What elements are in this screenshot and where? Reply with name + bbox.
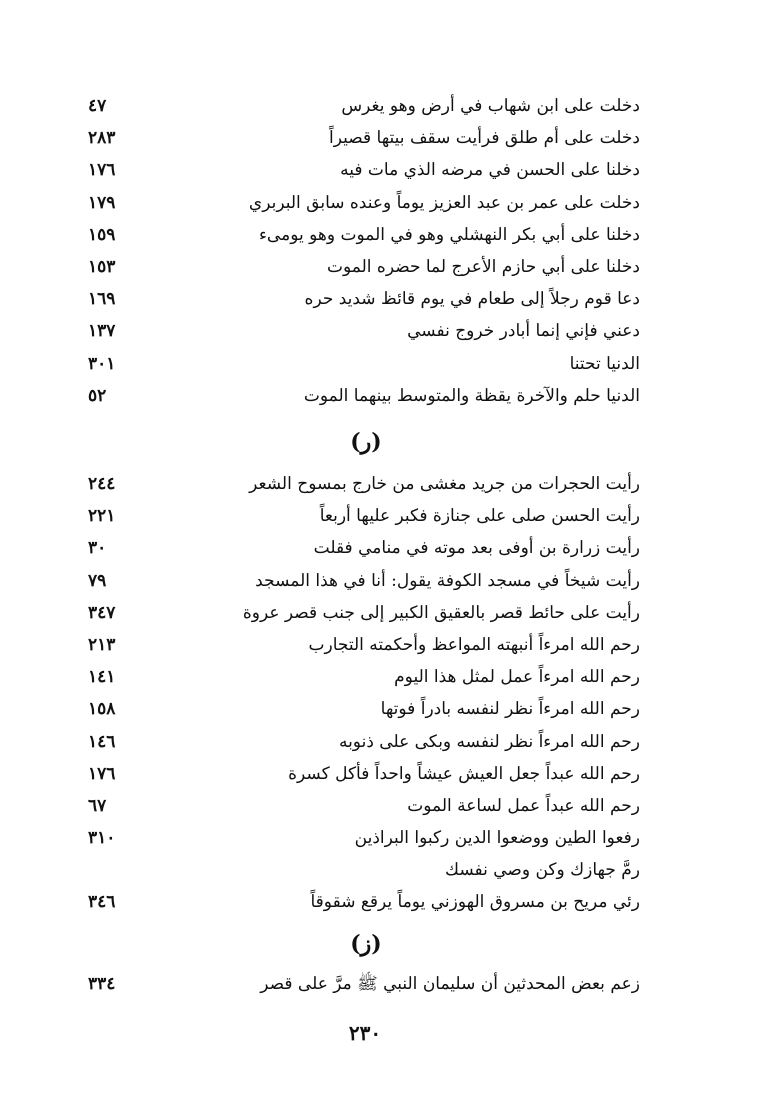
index-entry: [88, 468, 640, 500]
entry-text: دخلت على ابن شهاب في أرض وهو يغرس: [341, 96, 640, 116]
entry-text: الدنيا تحتنا: [569, 353, 640, 374]
index-entry: [88, 822, 640, 854]
entry-text: رحم الله عبداً جعل العيش عيشاً واحداً فأكل كسرة: [288, 763, 640, 784]
entry-text: دعا قوم رجلاً إلى طعام في يوم قائظ شديد حره: [304, 289, 640, 310]
index-entry: [88, 154, 640, 186]
entry-page: ١٣٧: [88, 321, 116, 342]
entry-text: رأيت على حائط قصر بالعقيق الكبير إلى جنب قصر عروة: [242, 602, 640, 623]
index-entry: [88, 500, 640, 532]
entry-text: رأيت الحجرات من جريد مغشى من خارج بمسوح الشعر: [249, 474, 640, 494]
section-dal-entries: [88, 90, 640, 412]
entry-page: ١٧٩: [88, 192, 116, 213]
entry-page: ٣٤٦: [88, 892, 116, 913]
index-entry: [88, 758, 640, 790]
entry-text: دخلنا على أبي بكر النهشلي وهو في الموت وهو يومىء: [258, 224, 640, 245]
entry-text: الدنيا حلم والآخرة يقظة والمتوسط بينهما الموت: [303, 385, 640, 406]
entry-text: رمَّ جهازك وكن وصي نفسك: [445, 860, 640, 881]
entry-text: رحم الله عبداً عمل لساعة الموت: [407, 795, 640, 816]
entry-page: ١٤١: [88, 667, 116, 688]
index-entry: [88, 380, 640, 412]
index-entry: [88, 629, 640, 661]
entry-page: ١٧٦: [88, 763, 116, 784]
entry-text: رأيت الحسن صلى على جنازة فكبر عليها أربعاً: [319, 506, 640, 527]
entry-page: ٣٣٤: [88, 974, 116, 994]
entry-text: دخلنا على أبي حازم الأعرج لما حضره الموت: [327, 256, 640, 277]
section-heading-zay: (ز): [350, 931, 382, 957]
entry-page: ٢١٣: [88, 634, 116, 655]
entry-page: ٣٠١: [88, 353, 116, 374]
entry-text: رأيت زرارة بن أوفى بعد موته في منامي فقلت: [313, 538, 640, 559]
page-number: ٢٣٠: [348, 1021, 382, 1045]
entry-text: رحم الله امرءاً نظر لنفسه وبكى على ذنوبه: [338, 731, 640, 752]
entry-text: زعم بعض المحدثين أن سليمان النبي ﷺ مرَّ على قصر: [260, 974, 640, 994]
index-entry: [88, 90, 640, 122]
entry-page: ٢٨٣: [88, 128, 116, 149]
entry-text: دخلت على عمر بن عبد العزيز يوماً وعنده سابق البربري: [248, 192, 640, 213]
index-entry: [88, 726, 640, 758]
index-entry: [88, 348, 640, 380]
entry-page: ٤٧: [88, 96, 107, 116]
entry-page: ٧٩: [88, 570, 107, 591]
entry-text: دعني فإني إنما أبادر خروج نفسي: [407, 321, 640, 342]
entry-page: ٣٤٧: [88, 602, 116, 623]
entry-text: رحم الله امرءاً أنبهته المواعظ وأحكمته التجارب: [308, 634, 640, 655]
entry-text: رفعوا الطين ووضعوا الدين ركبوا البراذين: [354, 828, 640, 849]
entry-text: دخلت على أم طلق فرأيت سقف بيتها قصيراً: [329, 128, 640, 149]
index-entry: [88, 532, 640, 564]
entry-text: دخلنا على الحسن في مرضه الذي مات فيه: [340, 160, 640, 181]
index-entry: [88, 661, 640, 693]
index-entry: [88, 854, 640, 886]
index-entry: [88, 790, 640, 822]
entry-page: ١٥٩: [88, 224, 116, 245]
entry-text: رحم الله امرءاً عمل لمثل هذا اليوم: [394, 667, 640, 688]
index-entry: [88, 968, 640, 1000]
section-zay-entries: [88, 968, 640, 1000]
index-entry: [88, 251, 640, 283]
entry-page: ٢٢١: [88, 506, 116, 527]
index-entry: [88, 122, 640, 154]
index-entry: [88, 315, 640, 347]
section-ra-entries: [88, 468, 640, 919]
entry-page: ١٧٦: [88, 160, 116, 181]
entry-page: ٥٢: [88, 385, 107, 406]
entry-page: ١٥٣: [88, 256, 116, 277]
entry-page: ٣١٠: [88, 828, 116, 849]
section-heading-ra: (ر): [350, 429, 382, 455]
index-entry: [88, 283, 640, 315]
entry-text: رحم الله امرءاً نظر لنفسه بادراً فوتها: [380, 699, 640, 720]
index-entry: [88, 693, 640, 725]
entry-page: ٦٧: [88, 795, 107, 816]
index-entry: [88, 565, 640, 597]
entry-page: ١٥٨: [88, 699, 116, 720]
entry-page: ١٦٩: [88, 289, 116, 310]
index-entry: [88, 187, 640, 219]
index-entry: [88, 886, 640, 918]
entry-page: ١٤٦: [88, 731, 116, 752]
index-entry: [88, 597, 640, 629]
entry-page: ٢٤٤: [88, 474, 116, 494]
entry-text: رئي مريح بن مسروق الهوزني يوماً يرقع شقوقاً: [310, 892, 640, 913]
entry-text: رأيت شيخاً في مسجد الكوفة يقول: أنا في هذا المسجد: [255, 570, 640, 591]
entry-page: ٣٠: [88, 538, 107, 559]
index-entry: [88, 219, 640, 251]
